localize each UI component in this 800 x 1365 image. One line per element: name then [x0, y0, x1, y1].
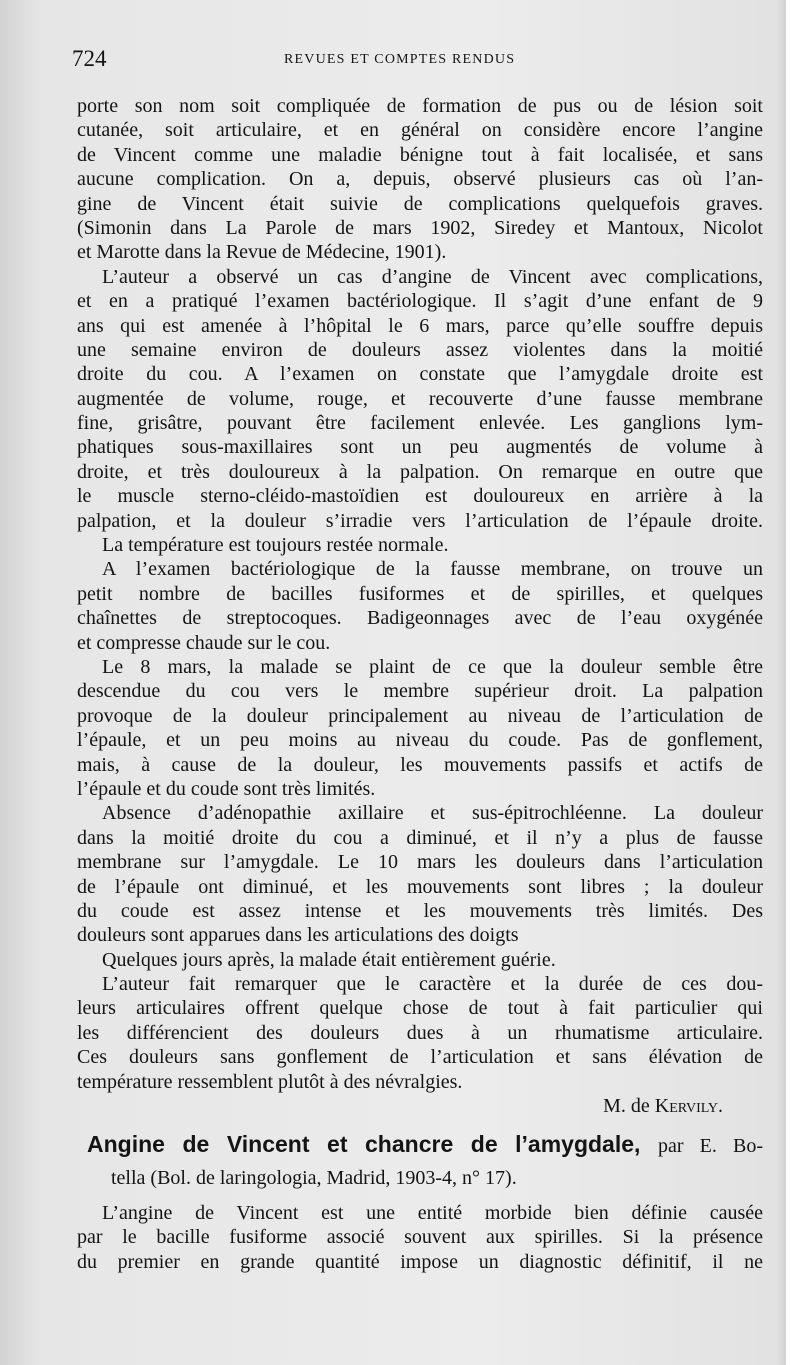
reviewer-signature	[77, 1094, 763, 1118]
page-number: 724	[72, 46, 107, 71]
text-line: Absence d’adénopathie axillaire et sus-épitrochléenne. La douleur	[102, 802, 763, 825]
text-line: par le bacille fusiforme associé souvent aux spirilles. Si la présence	[77, 1226, 763, 1249]
text-line: et Marotte dans la Revue de Médecine, 1901).	[77, 241, 447, 264]
text-line: le muscle sterno-cléido-mastoïdien est douloureux en arrière à la	[77, 485, 763, 508]
signature-initial: M. de	[603, 1095, 650, 1118]
text-line: chaînettes de streptocoques. Badigeonnages avec de l’eau oxygénée	[77, 607, 763, 630]
text-line: petit nombre de bacilles fusiformes et de spirilles, et quelques	[77, 582, 763, 605]
text-line: droite du cou. A l’examen on constate que l’amygdale droite est	[77, 363, 763, 386]
text-line: L’auteur a observé un cas d’angine de Vincent avec complications,	[102, 265, 763, 288]
running-head: REVUES ET COMPTES RENDUS	[284, 52, 516, 67]
text-line: du premier en grande quantité impose un diagnostic définitif, il ne	[77, 1250, 763, 1273]
text-line: l’épaule et du coude sont très limités.	[77, 777, 376, 800]
text-line: de l’épaule ont diminué, et les mouvements sont libres ; la douleur	[77, 875, 763, 898]
text-line: et compresse chaude sur le cou.	[77, 631, 331, 654]
text-line: provoque de la douleur principalement au niveau de l’articulation de	[77, 704, 763, 727]
text-line: et en a pratiqué l’examen bactériologique. Il s’agit d’une enfant de 9	[77, 290, 763, 313]
text-line: les différencient des douleurs dues à un rhumatisme articulaire.	[77, 1021, 763, 1044]
text-line: (Simonin dans La Parole de mars 1902, Siredey et Mantoux, Nicolot	[77, 216, 763, 239]
text-line: leurs articulaires offrent quelque chose de tout à fait particulier qui	[77, 997, 763, 1020]
text-line: Le 8 mars, la malade se plaint de ce que la douleur semble être	[102, 655, 763, 678]
text-line: de Vincent comme une maladie bénigne tout à fait localisée, et sans	[77, 143, 763, 166]
text-line: descendue du cou vers le membre supérieur droit. La palpation	[77, 680, 763, 703]
text-line: palpation, et la douleur s’irradie vers l’articulation de l’épaule droite.	[77, 509, 763, 532]
spacer	[77, 1191, 763, 1201]
text-line: L’angine de Vincent est une entité morbide bien définie causée	[102, 1201, 763, 1224]
text-line: A l’examen bactériologique de la fausse membrane, on trouve un	[102, 558, 763, 581]
text-line: l’épaule, et un peu moins au niveau du coude. Pas de gonflement,	[77, 729, 763, 752]
text-line: cutanée, soit articulaire, et en général on considère encore l’angine	[77, 119, 763, 142]
text-line: fine, grisâtre, pouvant être facilement enlevée. Les ganglions lym-	[77, 412, 763, 435]
text-line: Quelques jours après, la malade était entièrement guérie.	[102, 948, 556, 971]
text-line: L’auteur fait remarquer que le caractère et la durée de ces dou-	[102, 973, 763, 996]
text-line: une semaine environ de douleurs assez violentes dans la moitié	[77, 338, 763, 361]
text-line: douleurs sont apparues dans les articulations des doigts	[77, 924, 519, 947]
page-header	[72, 46, 762, 76]
text-line: phatiques sous-maxillaires sont un peu augmentés de volume à	[77, 436, 763, 459]
text-line: augmentée de volume, rouge, et recouverte d’une fausse membrane	[77, 387, 763, 410]
text-line: gine de Vincent était suivie de complications quelquefois graves.	[77, 192, 763, 215]
text-line: ans qui est amenée à l’hôpital le 6 mars, parce qu’elle souffre depuis	[77, 314, 763, 337]
text-line: membrane sur l’amygdale. Le 10 mars les douleurs dans l’articulation	[77, 851, 763, 874]
text-line: La température est toujours restée normale.	[102, 534, 449, 557]
text-line: du coude est assez intense et les mouvements très limités. Des	[77, 899, 763, 922]
text-line: température ressemblent plutôt à des névralgies.	[77, 1070, 463, 1093]
text-line: aucune complication. On a, depuis, observé plusieurs cas où l’an-	[77, 168, 763, 191]
article-author: par E. Bo-	[657, 1135, 764, 1158]
text-line: droite, et très douloureux à la palpation. On remarque en outre que	[77, 460, 763, 483]
signature-name: Kervily.	[654, 1095, 723, 1118]
article-source: tella (Bol. de laringologia, Madrid, 1903-4, n° 17).	[111, 1167, 517, 1190]
text-line: dans la moitié droite du cou a diminué, et il n’y a plus de fausse	[77, 826, 763, 849]
article-heading	[77, 1132, 763, 1166]
text-line: mais, à cause de la douleur, les mouvements passifs et actifs de	[77, 753, 763, 776]
text-line: porte son nom soit compliquée de formation de pus ou de lésion soit	[77, 95, 763, 117]
text-line: Ces douleurs sans gonflement de l’articulation et sans élévation de	[77, 1046, 763, 1069]
article-title: Angine de Vincent et chancre de l’amygdale,	[87, 1131, 641, 1158]
review-text	[77, 94, 763, 1274]
